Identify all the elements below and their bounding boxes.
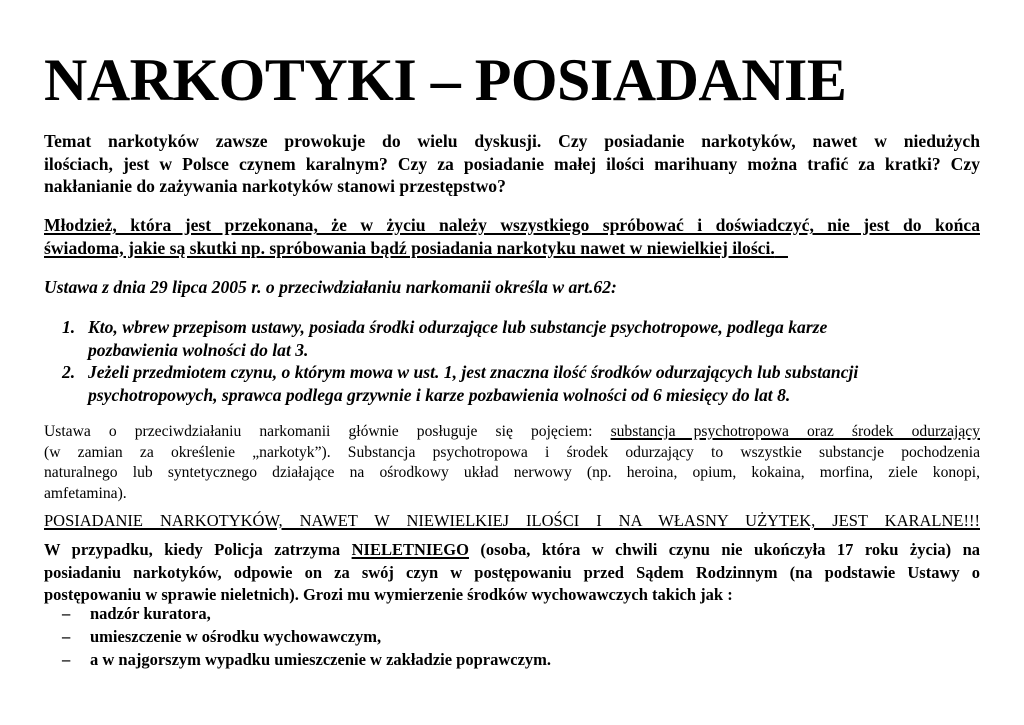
penal-statement: POSIADANIE NARKOTYKÓW, NAWET W NIEWIELKIEJ ILOŚCI I NA WŁASNY UŻYTEK, JEST KARALNE!!! — [44, 511, 980, 530]
measures-list — [62, 603, 551, 671]
intro-line: nakłanianie do zażywania narkotyków stanowi przestępstwo? — [44, 176, 506, 196]
youth-paragraph — [44, 214, 980, 259]
law-point-line: pozbawienia wolności do lat 3. — [88, 339, 309, 360]
measure-item — [62, 603, 551, 626]
terms-paragraph — [44, 422, 980, 504]
measure-item — [62, 649, 551, 672]
terms-underlined: substancja psychotropowa oraz środek odurzający — [610, 423, 980, 440]
youth-trailing-underline — [775, 238, 788, 258]
measure-text: a w najgorszym wypadku umieszczenie w zakładzie poprawczym. — [90, 649, 552, 669]
law-point — [62, 361, 982, 406]
dash-marker: – — [62, 649, 71, 669]
intro-paragraph — [44, 130, 980, 198]
youth-line: świadoma, jakie są skutki np. spróbowania bądź posiadania narkotyku nawet w niewielkiej ilości. — [44, 237, 775, 258]
measure-item — [62, 626, 551, 649]
minor-line: posiadaniu narkotyków, odpowie on za swój czyn w postępowaniu przed Sądem Rodzinnym (na podstawie Ustawy o — [44, 562, 980, 582]
page-title: NARKOTYKI – POSIADANIE — [44, 47, 847, 113]
terms-text: Ustawa o przeciwdziałaniu narkomanii głównie posługuje się pojęciem: — [44, 423, 611, 440]
law-point-number: 1. — [62, 317, 76, 337]
measure-text: umieszczenie w ośrodku wychowawczym, — [90, 626, 382, 646]
law-intro: Ustawa z dnia 29 lipca 2005 r. o przeciwdziałaniu narkomanii określa w art.62: — [44, 277, 617, 297]
minor-text: W przypadku, kiedy Policja zatrzyma — [44, 540, 352, 559]
minor-text: (osoba, która w chwili czynu nie ukończyła 17 roku życia) na — [468, 540, 981, 559]
dash-marker: – — [62, 604, 71, 623]
youth-line: Młodzież, która jest przekonana, że w życiu należy wszystkiego spróbować i doświadczyć, nie jest do końca — [44, 215, 980, 235]
measure-text: nadzór kuratora, — [90, 604, 211, 623]
minor-underlined: NIELETNIEGO — [351, 540, 469, 559]
law-point-number: 2. — [62, 362, 76, 382]
terms-line: amfetamina). — [44, 484, 127, 502]
law-point — [62, 316, 982, 361]
intro-line: ilościach, jest w Polsce czynem karalnym? Czy za posiadanie małej ilości marihuany można trafić za kratki? Czy — [44, 153, 980, 174]
law-point-line: Kto, wbrew przepisom ustawy, posiada środki odurzające lub substancje psychotropowe, podlega karze — [88, 317, 828, 337]
dash-marker: – — [62, 626, 71, 646]
law-points-list — [62, 316, 982, 406]
law-point-line: Jeżeli przedmiotem czynu, o którym mowa w ust. 1, jest znaczna ilość środków odurzających lub substancji — [88, 362, 859, 382]
terms-line: (w zamian za określenie „narkotyk”). Substancja psychotropowa i środek odurzający to wszystkie substancje pochodzenia — [44, 443, 980, 461]
law-point-line: psychotropowych, sprawca podlega grzywnie i karze pozbawienia wolności od 6 miesięcy do lat 8. — [88, 384, 791, 405]
minor-paragraph — [44, 539, 980, 607]
minor-line: postępowaniu w sprawie nieletnich). Grozi mu wymierzenie środków wychowawczych takich jak : — [44, 585, 733, 605]
terms-line: naturalnego lub syntetycznego działające na ośrodkowy układ nerwowy (np. heroina, opium, kokaina, morfina, ziele konopi, — [44, 464, 980, 481]
intro-line: Temat narkotyków zawsze prowokuje do wielu dyskusji. Czy posiadanie narkotyków, nawet w niedużych — [44, 131, 980, 151]
